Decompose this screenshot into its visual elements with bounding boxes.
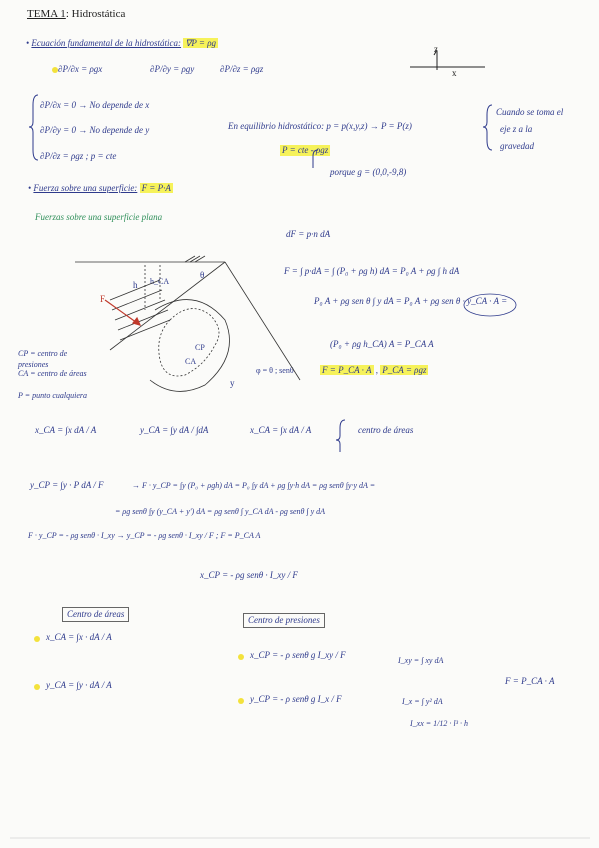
brace-note-1: Cuando se toma el (496, 107, 564, 117)
diagram-hca: h_CA (150, 277, 170, 286)
axis-sketch (410, 50, 485, 70)
condition-1: ∂P/∂x = 0 → No depende de x (40, 100, 150, 110)
diagram-cp: CP (195, 343, 205, 352)
condition-3: ∂P/∂z = ρgz ; p = cte (40, 151, 117, 161)
centro-presiones-f: F = P_CA · A (505, 676, 555, 686)
ycp-line-2: → F · y_CP = ∫y (P₀ + ρgh) dA = P₀ ∫y dA + ρg ∫y·h dA = ρg senθ ∫y·y dA = (132, 481, 376, 490)
eq-fundamental-label: Ecuación fundamental de la hidrostática: (31, 38, 182, 48)
result-b: P_CA = ρgz (382, 365, 427, 375)
centro-areas-title: Centro de áreas (62, 607, 129, 622)
ycp-line-1: y_CP = ∫y · P dA / F (30, 480, 104, 490)
centroid-note: centro de áreas (358, 425, 414, 435)
partial-z: ∂P/∂z = ρgz (220, 64, 264, 74)
eq-line-4: (P₀ + ρg h_CA) A = P_CA A (330, 339, 434, 349)
title-label: TEMA 1 (27, 8, 66, 20)
ycp-line-5: x_CP = - ρg senθ · I_xy / F (200, 570, 298, 580)
axis-z-label: z (434, 44, 438, 54)
eq-fundamental: • Ecuación fundamental de la hidrostática: ∇P = ρg (26, 38, 217, 48)
equilibrio: En equilibrio hidrostático: p = p(x,y,z) → P = P(z) (228, 121, 412, 131)
legend-cp: CP = centro de presiones (18, 349, 68, 369)
result-a: F = P_CA · A (322, 365, 372, 375)
title-text: : Hidrostática (65, 8, 126, 20)
diagram-h: h (133, 280, 138, 290)
centro-areas-x: x_CA = ∫x · dA / A (46, 632, 112, 642)
axis-x-label: x (452, 68, 457, 78)
condition-2: ∂P/∂y = 0 → No depende de y (40, 125, 150, 135)
fuerza-label: Fuerza sobre una superficie: (33, 183, 138, 193)
centro-presiones-x: x_CP = - ρ senθ g I_xy / F (250, 650, 346, 660)
diagram-theta: θ (200, 270, 205, 280)
centroid-yca: y_CA = ∫y dA / ∫dA (140, 425, 209, 435)
fuerza-superficie: • Fuerza sobre una superficie: F = P·A (28, 183, 171, 193)
legend-p: P = punto cualquiera (18, 391, 88, 400)
brace-note-2: eje z a la (500, 124, 533, 134)
partial-x: ∂P/∂x = ρgx (58, 64, 103, 74)
diagram-y: y (230, 378, 235, 388)
diagram-F: F (100, 294, 106, 304)
porque: porque g = (0,0,-9,8) (330, 167, 407, 177)
diagram-angle: φ = θ ; senθ (256, 366, 294, 375)
eq-line-2: F = ∫ p·dA = ∫ (P₀ + ρg h) dA = P₀ A + ρg ∫ h dA (284, 266, 460, 276)
centro-presiones-ix: I_x = ∫ y² dA (402, 697, 443, 706)
centro-areas-y: y_CA = ∫y · dA / A (46, 680, 112, 690)
p-cte: P = cte - ρgz (282, 145, 329, 155)
ycp-line-3: = ρg senθ ∫y (y_CA + y') dA = ρg senθ ∫ y_CA dA - ρg senθ ∫ y dA (115, 507, 326, 516)
eq-line-3: P₀ A + ρg sen θ ∫ y dA = P₀ A + ρg sen θ · y_CA · A = (314, 296, 508, 306)
conditions-brace (29, 95, 492, 452)
eq-circle (464, 294, 516, 316)
submerged-plate-diagram (75, 256, 300, 391)
centroid-xca: x_CA = ∫x dA / A (35, 425, 97, 435)
diagram-ca: CA (185, 357, 197, 366)
centroid-xca2: x_CA = ∫x dA / A (250, 425, 312, 435)
centro-presiones-y: y_CP = - ρ senθ g I_x / F (250, 694, 342, 704)
fuerzas-plana-heading: Fuerzas sobre una superficie plana (35, 212, 163, 222)
ycp-line-4: F · y_CP = - ρg senθ · I_xy → y_CP = - ρg senθ · I_xy / F ; F = P_CA A (28, 531, 261, 540)
centro-presiones-ixy: I_xy = ∫ xy dA (398, 656, 444, 665)
centro-presiones-title: Centro de presiones (243, 613, 325, 628)
partial-y: ∂P/∂y = ρgy (150, 64, 195, 74)
eq-fundamental-formula: ∇P = ρg (185, 38, 217, 48)
result-line: F = P_CA · A , P_CA = ρgz (322, 365, 427, 375)
brace-note-3: gravedad (500, 141, 534, 151)
eq-line-1: dF = p·n dA (286, 229, 331, 239)
centro-presiones-ixx: I_xx = 1/12 · l³ · h (410, 719, 469, 728)
legend-ca: CA = centro de áreas (18, 369, 87, 378)
fuerza-formula: F = P·A (141, 183, 171, 193)
